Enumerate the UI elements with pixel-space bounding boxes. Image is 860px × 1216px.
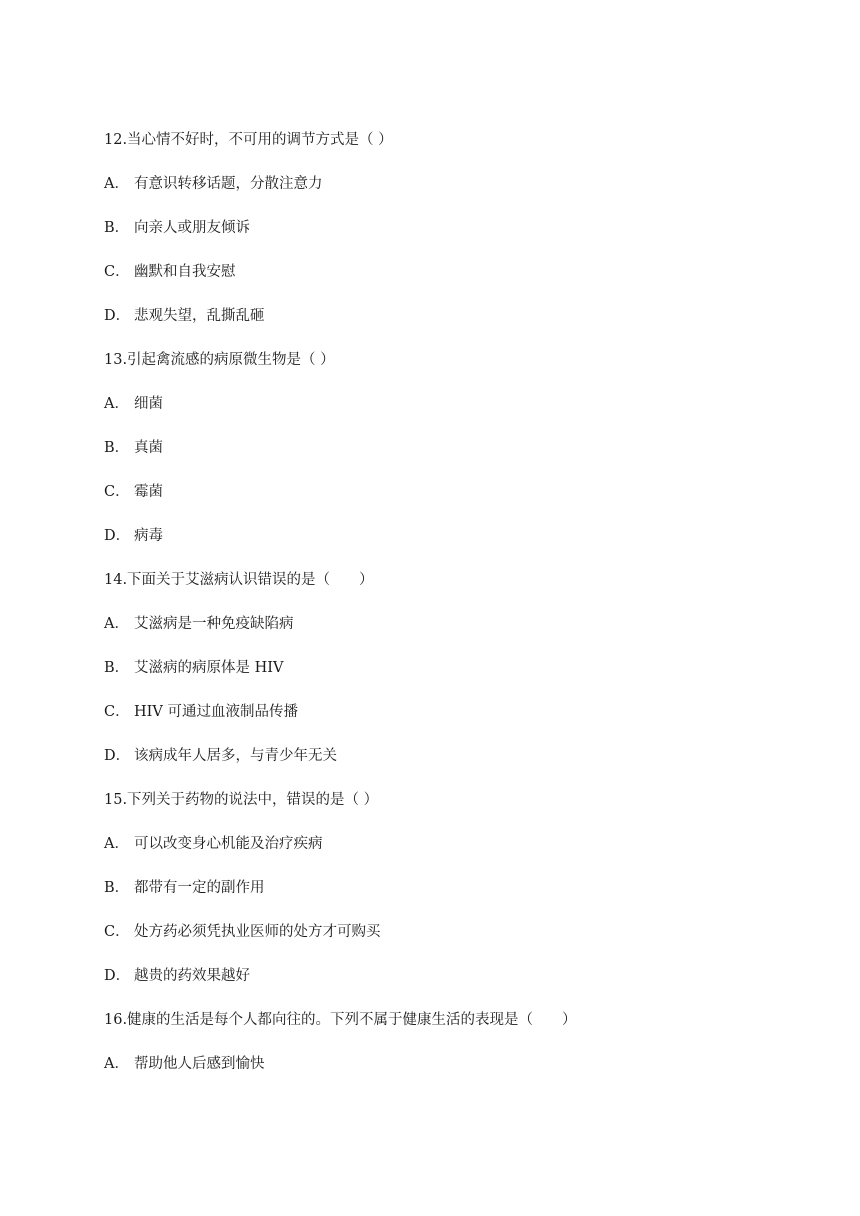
option-c <box>104 922 804 966</box>
document-page <box>104 130 804 1098</box>
question-12 <box>104 130 804 350</box>
option-d <box>104 746 804 790</box>
option-letter: A． <box>104 836 129 852</box>
option-a <box>104 174 804 218</box>
question-16 <box>104 1010 804 1098</box>
option-letter: D． <box>104 748 131 764</box>
option-a <box>104 834 804 878</box>
question-14 <box>104 570 804 790</box>
option-b <box>104 878 804 922</box>
option-letter: B． <box>104 220 130 236</box>
option-text: 处方药必须凭执业医师的处方才可购买 <box>134 924 381 940</box>
option-d <box>104 526 804 570</box>
option-letter: A． <box>104 1056 129 1072</box>
option-text: 有意识转移话题，分散注意力 <box>134 176 323 192</box>
option-text: 可以改变身心机能及治疗疾病 <box>134 836 323 852</box>
option-text: 艾滋病是一种免疫缺陷病 <box>134 616 294 632</box>
option-text: 病毒 <box>134 528 163 544</box>
option-text: 帮助他人后感到愉快 <box>134 1056 265 1072</box>
question-stem: 16.健康的生活是每个人都向往的。下列不属于健康生活的表现是（ ） <box>104 1012 577 1028</box>
option-c <box>104 262 804 306</box>
option-letter: A． <box>104 616 129 632</box>
option-letter: C． <box>104 924 130 940</box>
option-d <box>104 966 804 1010</box>
option-text: 艾滋病的病原体是 HIV <box>134 660 284 676</box>
question-stem: 12.当心情不好时，不可用的调节方式是（ ） <box>104 132 393 148</box>
question-13 <box>104 350 804 570</box>
option-text: 细菌 <box>134 396 163 412</box>
question-15 <box>104 790 804 1010</box>
option-letter: D． <box>104 308 131 324</box>
option-letter: C． <box>104 264 130 280</box>
option-text: 越贵的药效果越好 <box>134 968 250 984</box>
option-letter: C． <box>104 704 130 720</box>
option-letter: C． <box>104 484 130 500</box>
option-letter: A． <box>104 176 129 192</box>
option-text: 幽默和自我安慰 <box>134 264 236 280</box>
question-stem: 15.下列关于药物的说法中，错误的是（ ） <box>104 792 379 808</box>
question-stem: 14.下面关于艾滋病认识错误的是（ ） <box>104 572 374 588</box>
option-letter: B． <box>104 660 130 676</box>
option-c <box>104 482 804 526</box>
option-b <box>104 658 804 702</box>
option-d <box>104 306 804 350</box>
option-b <box>104 218 804 262</box>
option-text: 悲观失望，乱撕乱砸 <box>134 308 265 324</box>
option-letter: A． <box>104 396 129 412</box>
option-text: 都带有一定的副作用 <box>134 880 265 896</box>
option-text: 霉菌 <box>134 484 163 500</box>
option-a <box>104 394 804 438</box>
option-text: 真菌 <box>134 440 163 456</box>
option-b <box>104 438 804 482</box>
question-stem: 13.引起禽流感的病原微生物是（ ） <box>104 352 335 368</box>
option-letter: B． <box>104 880 130 896</box>
option-c <box>104 702 804 746</box>
option-text: HIV 可通过血液制品传播 <box>134 704 298 720</box>
option-text: 向亲人或朋友倾诉 <box>134 220 250 236</box>
option-a <box>104 1054 804 1098</box>
option-a <box>104 614 804 658</box>
option-text: 该病成年人居多，与青少年无关 <box>134 748 337 764</box>
option-letter: B． <box>104 440 130 456</box>
option-letter: D． <box>104 528 131 544</box>
option-letter: D． <box>104 968 131 984</box>
